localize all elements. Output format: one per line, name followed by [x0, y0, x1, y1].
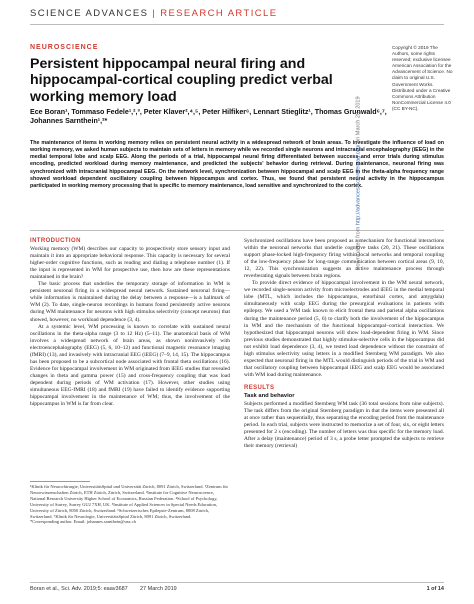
article-title: Persistent hippocampal neural firing and hippocampal-cortical coupling predict verbal working memory load	[30, 56, 333, 105]
journal-name: SCIENCE ADVANCES	[30, 8, 149, 19]
journal-header	[30, 8, 277, 19]
header-separator: |	[152, 8, 157, 19]
affiliations: ¹Klinik für Neurochirurgie, UniversitätsSpital und Universität Zürich, 8091 Zürich, Switzerland. ²Zentrum für Neurowissenschaften Zürich, ETH Zürich, Zürich, Switzerland. ³Institute for Cognitive Neuroscience, National Research University Higher School of Economics, Russian Federation. ⁴School of Psychology, University of Surrey, Surrey GU2 7XH, UK. ⁵Institute of Applied Sciences in Special Needs Education, University of Zürich, 8050 Zürich, Switzerland. ⁶Schweizerisches Epilepsie-Zentrum, 8008 Zürich, Switzerland. ⁷Klinik für Neurologie, UniversitätsSpital Zürich, 8091 Zürich, Switzerland.	[30, 484, 228, 519]
right-column	[244, 238, 444, 450]
copyright-notice: Copyright © 2019 The Authors, some rights reserved; exclusive licensee American Association for the Advancement of Science. No claim to original U.S. Government Works. Distributed under a Creative Commons Attribution NonCommercial License 4.0 (CC BY-NC).	[392, 45, 453, 111]
footnote-divider	[30, 481, 90, 482]
corresponding-author: *Corresponding author. Email: johannes.sarnthein@usz.ch	[30, 519, 136, 525]
download-note	[356, 61, 365, 271]
intro-paragraph: The basic process that underlies the temporary storage of information in WM is persistent neuronal firing in a widespread neural network. Sustained neuronal firing—while information is maintained during the delay between a response—is a hallmark of WM (2). To date, single-neuron recordings in humans found persistently active neurons during WM maintenance for neurons with high stimulus selectivity (concept neurons) that showed, however, no workload dependence (3, 4).	[30, 281, 230, 323]
publication-date: 27 March 2019	[140, 586, 177, 592]
abstract: The maintenance of items in working memory relies on persistent neural activity in a widespread network of brain areas. To investigate the influence of load on working memory, we asked human subjects to maintain sets of letters in memory while we recorded single neurons and intracranial encephalography (iEEG) in the medial temporal lobe and scalp EEG. Along the periods of a trial, hippocampal neural firing differentiated between success and error trials during stimulus encoding, predicted workload during memory maintenance, and predicted the subjects' behavior during retrieval. During maintenance, neuronal firing was synchronized with intracranial hippocampal EEG. On the network level, synchronization between hippocampal and scalp EEG in the theta-alpha frequency range showed workload dependent oscillatory coupling between hippocampus and cortex. Thus, we found that persistent neural activity in the hippocampus participated in working memory processing that is specific to memory maintenance, load sensitive and synchronized to the cortex.	[30, 140, 444, 189]
page-number: 1 of 14	[426, 586, 444, 592]
task-behavior-subheading: Task and behavior	[244, 392, 295, 399]
abstract-divider	[30, 230, 444, 231]
download-suffix: on March 28, 2019	[355, 96, 362, 145]
header-divider	[30, 24, 444, 25]
article-category: NEUROSCIENCE	[30, 44, 99, 51]
results-heading: RESULTS	[244, 384, 275, 391]
left-column	[30, 238, 230, 408]
intro-paragraph: Working memory (WM) describes our capacity to prospectively store sensory input and maintain it into an appropriate behavioral response. This capacity is necessary for several higher-order cognitive functions, such as reading and dialing a telephone number (1). If the input is represented in WM for prospective use, then how are these representations maintained in the brain?	[30, 246, 230, 281]
introduction-heading: INTRODUCTION	[30, 238, 81, 244]
page-footer	[30, 586, 444, 592]
intro-paragraph: To provide direct evidence of hippocampal involvement in the WM neural network, we recorded single-neuron activity from microelectrodes and iEEG in the medial temporal lobe (MTL, which includes the hippocampus, entorhinal cortex, and amygdala) simultaneously with scalp EEG during the presurgical evaluations in patients with epilepsy. We used a WM task known to elicit frontal theta and parietal alpha oscillations during the maintenance period (5, 6) to clarify both the involvement of the hippocampus in WM and the mechanism of the functional hippocampal–cortical interaction. We hypothesized that hippocampal neurons will show load-dependent firing in WM. Since previous studies demonstrated that highly stimulus-selective cells in the hippocampus did not exhibit load dependence (3, 4), we tested load dependence without the constraint of high stimulus selectivity using letters in a modified Sternberg WM paradigm. We also expected that neuronal firing in the MTL would distinguish periods of the trial in WM and that oscillatory coupling between hippocampal iEEG and scalp EEG would be associated with WM load during maintenance.	[244, 280, 444, 378]
author-list: Ece Boran¹, Tommaso Fedele¹,²,³, Peter Klaver²,⁴,⁵, Peter Hilfiker⁶, Lennart Stieglitz¹, Thomas Grunwald⁶,⁷, Johannes Sarnthein¹,²*	[30, 108, 387, 126]
download-prefix: Downloaded from	[355, 225, 362, 271]
footnotes	[30, 484, 230, 525]
article-section: RESEARCH ARTICLE	[160, 8, 278, 19]
intro-paragraph: At a systemic level, WM processing is known to correlate with sustained neural oscillations in the theta-alpha range (3 to 12 Hz) (5–11). The anatomical basis of WM involves a widespread network of brain areas, as shown noninvasively with electroencephalography (EEG) (5, 6, 10–12) and functional magnetic resonance imaging (fMRI) (13), and invasively with intracranial EEG (iEEG) (7–9, 14, 15). The hippocampus has been proposed to be a subcortical node associated with frontal theta oscillations (16). Evidence for hippocampal involvement in WM originated from iEEG studies that revealed changes in theta and gamma power (15) and cross-frequency coupling that was load dependent during periods of WM activation (17). However, other studies using simultaneous EEG-fMRI (18) and fMRI (19) have failed to identify evidence supporting hippocampal involvement in the maintenance of WM; thus, the involvement of the hippocampus in WM is far from clear.	[30, 323, 230, 408]
citation: Boran et al., Sci. Adv. 2019;5: eaav3687	[30, 586, 128, 592]
footer-divider	[30, 582, 444, 583]
results-paragraph: Subjects performed a modified Sternberg WM task (36 total sessions from nine subjects). The task differs from the original Sternberg paradigm in that the items were presented all at once rather than sequentially, thus separating the encoding period from the maintenance period. In each trial, subjects were instructed to memorize a set of four, six, or eight letters presented for 2 s (encoding). The number of letters was thus specific for the memory load. After a delay (maintenance) period of 3 s, a probe letter prompted the subjects to retrieve their memory (retrieval)	[244, 401, 444, 450]
download-link[interactable]: http://advances.sciencemag.org/	[355, 144, 362, 226]
intro-paragraph: Synchronized oscillations have been proposed as a mechanism for functional interactions within the neuronal networks that underlie cognitive tasks (20, 21). These oscillations support phase-locked high-frequency firing within local networks and temporal coupling of the low-frequency phase for long-range communication between cortical areas (9, 10, 12, 22). This synchronization suggests an active maintenance process through reverberating signals between brain regions.	[244, 238, 444, 280]
